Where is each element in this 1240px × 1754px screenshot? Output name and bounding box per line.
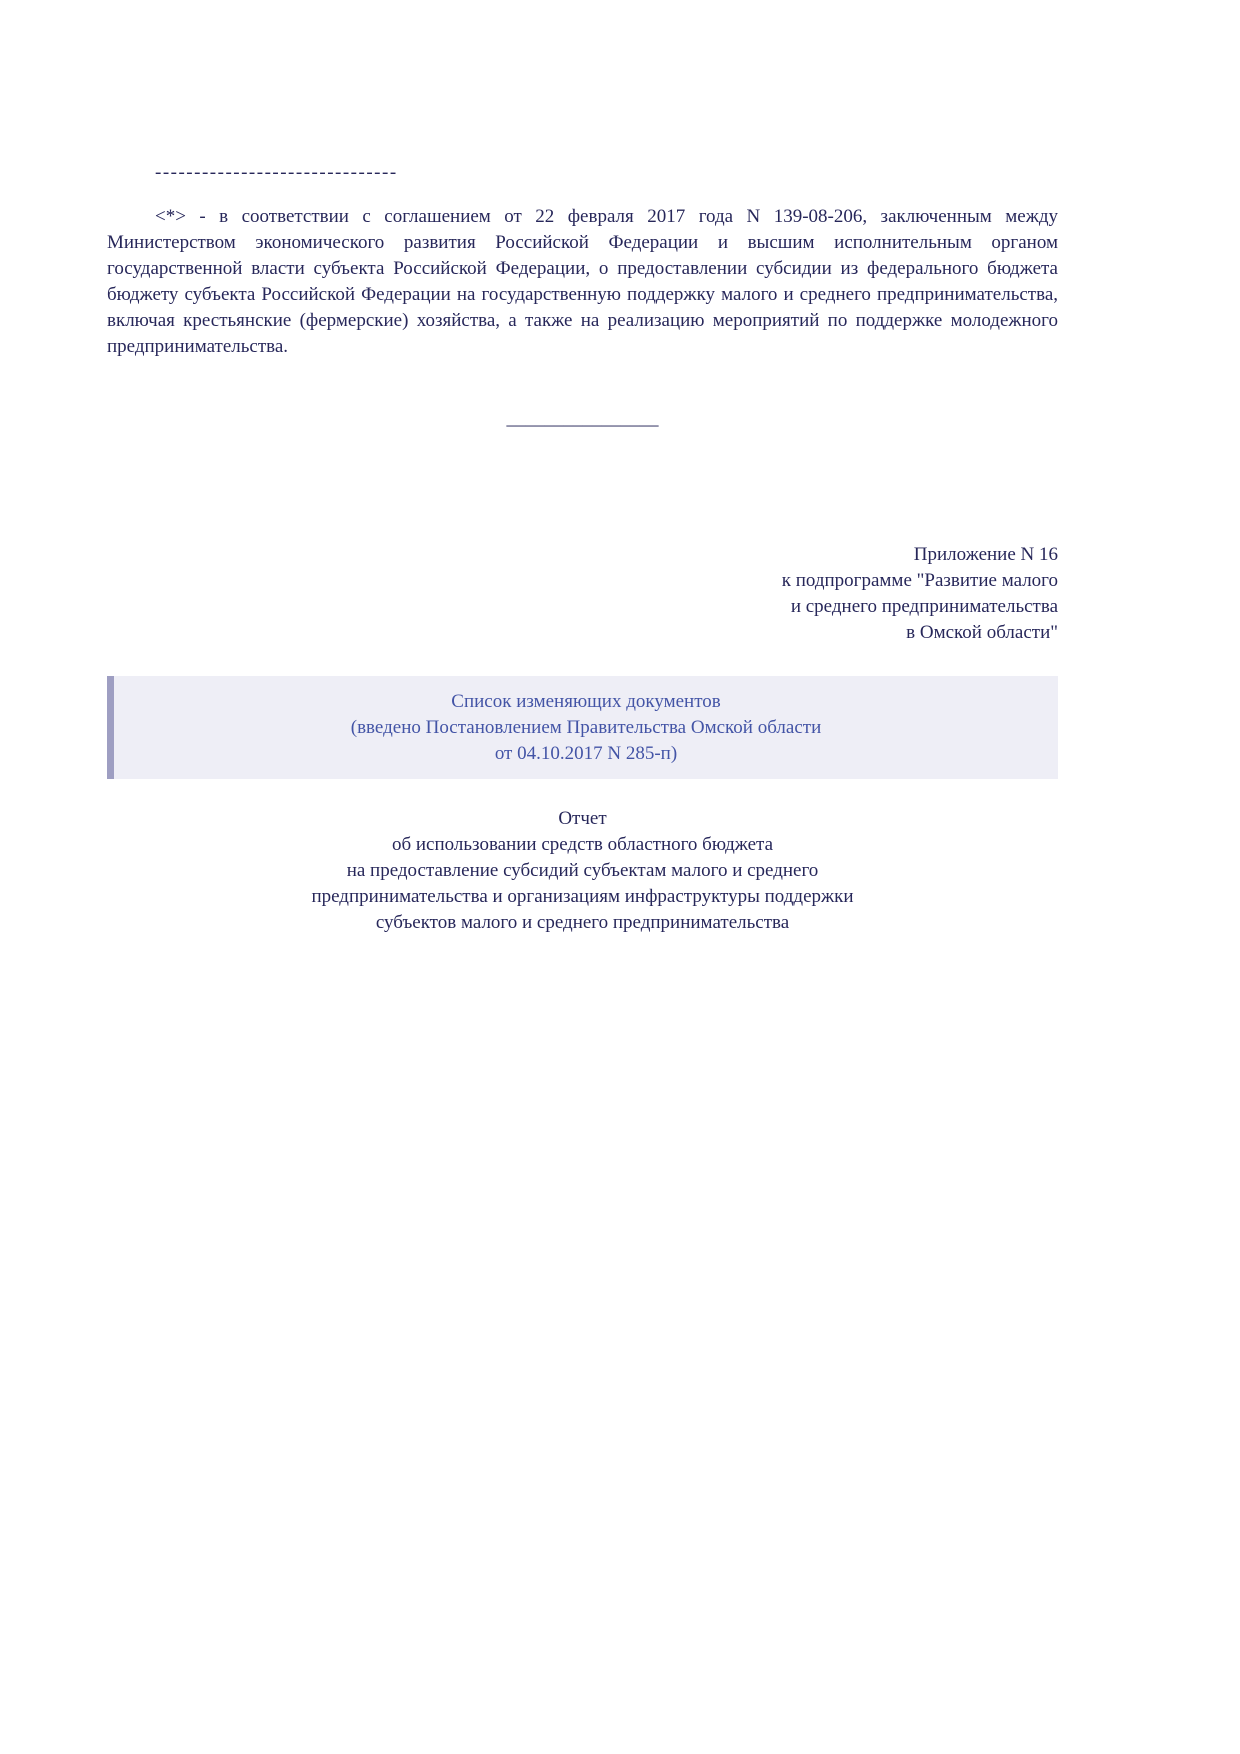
appendix-line: к подпрограмме "Развитие малого [781, 570, 1058, 591]
amendments-info-box [107, 676, 1058, 779]
amendments-box-title: Список изменяющих документов [451, 691, 721, 712]
appendix-line: Приложение N 16 [913, 544, 1058, 565]
amendments-box-line: от 04.10.2017 N 285-п) [494, 743, 678, 764]
report-title-line: предпринимательства и организациям инфраструктуры поддержки [311, 886, 854, 907]
report-title-block [107, 806, 1058, 936]
report-title-line: об использовании средств областного бюджета [391, 834, 774, 855]
appendix-block [107, 542, 1058, 646]
amendments-box-line: (введено Постановлением Правительства Омской области [350, 717, 822, 738]
report-title-line: Отчет [558, 808, 607, 829]
section-divider: ________________ [506, 408, 659, 429]
appendix-line: в Омской области" [906, 622, 1058, 643]
appendix-line: и среднего предпринимательства [790, 596, 1058, 617]
footnote-separator: ------------------------------- [155, 162, 398, 183]
footnote-paragraph: <*> - в соответствии с соглашением от 22 февраля 2017 года N 139-08-206, заключенным между Министерством экономического развития Российской Федерации и высшим исполнительным органом государственной власти субъекта Российской Федерации, о предоставлении субсидии из федерального бюджета бюджету субъекта Российской Федерации на государственную поддержку малого и среднего предпринимательства, включая крестьянские (фермерские) хозяйства, а также на реализацию мероприятий по поддержке молодежного предпринимательства. [107, 206, 1058, 357]
report-title-line: на предоставление субсидий субъектам малого и среднего [346, 860, 819, 881]
report-title-line: субъектов малого и среднего предпринимательства [375, 912, 790, 933]
